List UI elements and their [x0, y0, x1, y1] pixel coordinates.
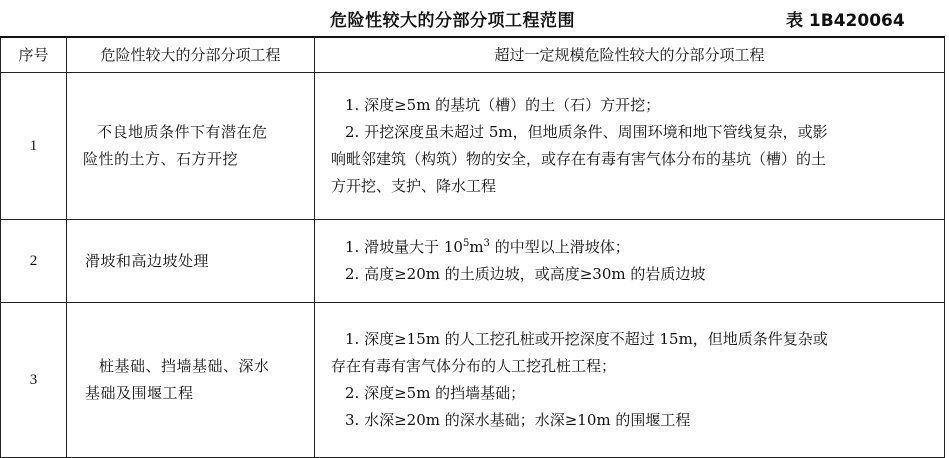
title-row: [0, 0, 949, 36]
row-index: 2: [1, 220, 67, 303]
row-detail-line: 3. 水深≥20m 的深水基础；水深≥10m 的围堰工程: [345, 411, 691, 429]
table-number: 表 1B420064: [786, 11, 905, 31]
row-project: [67, 303, 315, 458]
row-project: [67, 220, 315, 303]
row-project-line: 险性的土方、石方开挖: [83, 150, 239, 168]
table-header-row: [1, 37, 945, 73]
row-project-line: 不良地质条件下有潜在危: [97, 123, 268, 141]
table-title: 危险性较大的分部分项工程范围: [330, 11, 575, 31]
row-detail-line: 存在有毒有害气体分布的人工挖孔桩工程；: [331, 357, 617, 375]
row-detail-line: 2. 深度≥5m 的挡墙基础；: [345, 384, 526, 402]
row-project-line: 基础及围堰工程: [85, 384, 194, 402]
scope-table: [0, 36, 945, 458]
row-index: 3: [1, 303, 67, 458]
row-detail: [315, 303, 945, 458]
superscript: 3: [483, 238, 490, 249]
header-project: 危险性较大的分部分项工程: [67, 37, 315, 73]
table-row: [1, 73, 945, 220]
detail-text: m: [469, 238, 484, 256]
row-detail: [315, 73, 945, 220]
table-row: [1, 220, 945, 303]
row-detail-line: [331, 234, 936, 261]
detail-text: 1. 滑坡量大于 10: [345, 238, 463, 256]
row-detail: [315, 220, 945, 303]
row-detail-line: 2. 高度≥20m 的土质边坡，或高度≥30m 的岩质边坡: [345, 265, 706, 283]
row-index: 1: [1, 73, 67, 220]
row-project-line: 滑坡和高边坡处理: [85, 251, 210, 270]
row-detail-line: 方开挖、支护、降水工程: [331, 177, 497, 195]
detail-text: 的中型以上滑坡体；: [489, 238, 630, 256]
table-row: [1, 303, 945, 458]
row-detail-line: 2. 开挖深度虽未超过 5m，但地质条件、周围环境和地下管线复杂，或影: [345, 123, 828, 141]
row-project-line: 桩基础、挡墙基础、深水: [99, 357, 270, 375]
superscript: 5: [462, 238, 470, 249]
row-project: [67, 73, 315, 220]
row-detail-line: 响毗邻建筑（构筑）物的安全，或存在有毒有害气体分布的基坑（槽）的土: [331, 150, 827, 168]
row-detail-line: 1. 深度≥5m 的基坑（槽）的土（石）方开挖；: [345, 96, 661, 114]
header-index: 序号: [1, 37, 67, 73]
header-over-scale: 超过一定规模危险性较大的分部分项工程: [315, 37, 945, 73]
row-detail-line: 1. 深度≥15m 的人工挖孔桩或开挖深度不超过 15m，但地质条件复杂或: [345, 330, 828, 348]
